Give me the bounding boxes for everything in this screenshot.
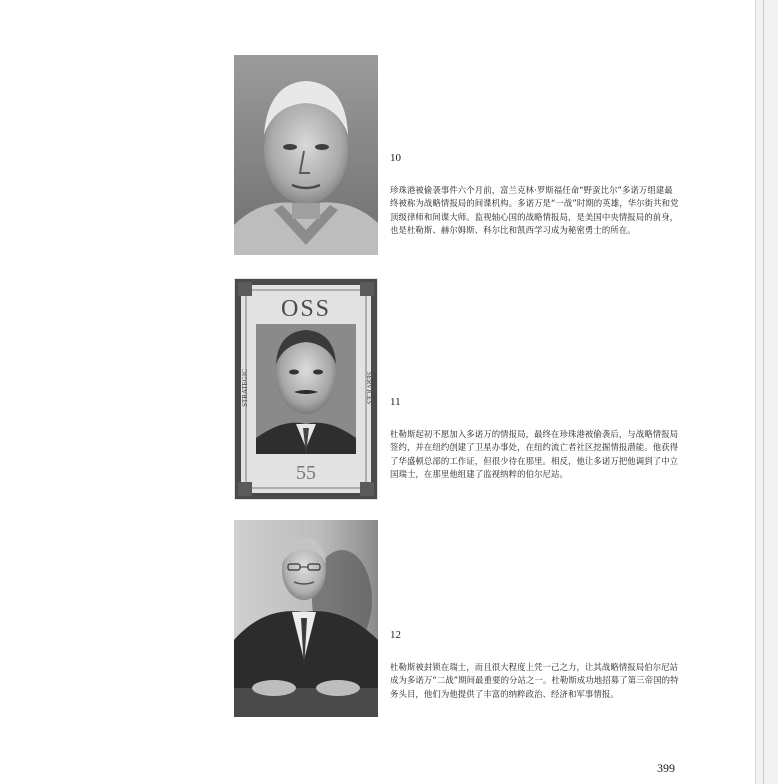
entry-number: 12 — [390, 629, 401, 641]
entry-caption: 杜勒斯被封锁在瑞士，而且很大程度上凭一己之力，让其战略情报局伯尔尼站成为多诺万“二战”期间最重要的分站之一。杜勒斯成功地招募了第三帝国的特务头目，他们为他提供了丰富的纳粹政治、经济和军事情报。 — [390, 662, 679, 699]
entry-number: 10 — [390, 152, 401, 164]
card-side-text-right: SERVICES — [365, 371, 373, 405]
desk-portrait-icon — [234, 520, 378, 717]
entry-11 — [390, 395, 680, 481]
card-side-text-left: STRATEGIC — [241, 369, 249, 407]
desk-portrait-photo-dulles — [234, 520, 378, 717]
page-number: 399 — [657, 761, 675, 775]
portrait-photo-donovan — [234, 55, 378, 255]
entry-caption: 杜勒斯起初不愿加入多诺万的情报局，最终在珍珠港被偷袭后，与战略情报局签约，并在纽约创建了卫星办事处，在纽约流亡者社区挖掘情报潜能。他获得了华盛顿总部的工作证，但很少待在那里。相反，他让多诺万把他调到了中立国瑞士，在那里他组建了监视纳粹的伯尔尼站。 — [390, 429, 679, 479]
entry-caption: 珍珠港被偷袭事件六个月前，富兰克林·罗斯福任命“野蛮比尔”多诺万组建最终被称为战略情报局的间谍机构。多诺万是“一战”时期的英雄，华尔街共和党顶级律师和间谍大师。监视轴心国的战略情报局，是美国中央情报局的前身，也是杜勒斯、赫尔姆斯、科尔比和凯西学习成为秘密勇士的所在。 — [390, 185, 679, 235]
entry-12 — [390, 628, 680, 701]
portrait-photo-icon — [234, 55, 378, 255]
oss-header-text: OSS — [280, 296, 332, 322]
badge-number-text: 55 — [296, 462, 316, 484]
entry-number: 11 — [390, 396, 401, 408]
id-card-icon — [234, 278, 378, 500]
id-card-photo-dulles — [234, 278, 378, 500]
entry-10 — [390, 151, 680, 237]
page-edge-scrollbar — [755, 0, 778, 784]
